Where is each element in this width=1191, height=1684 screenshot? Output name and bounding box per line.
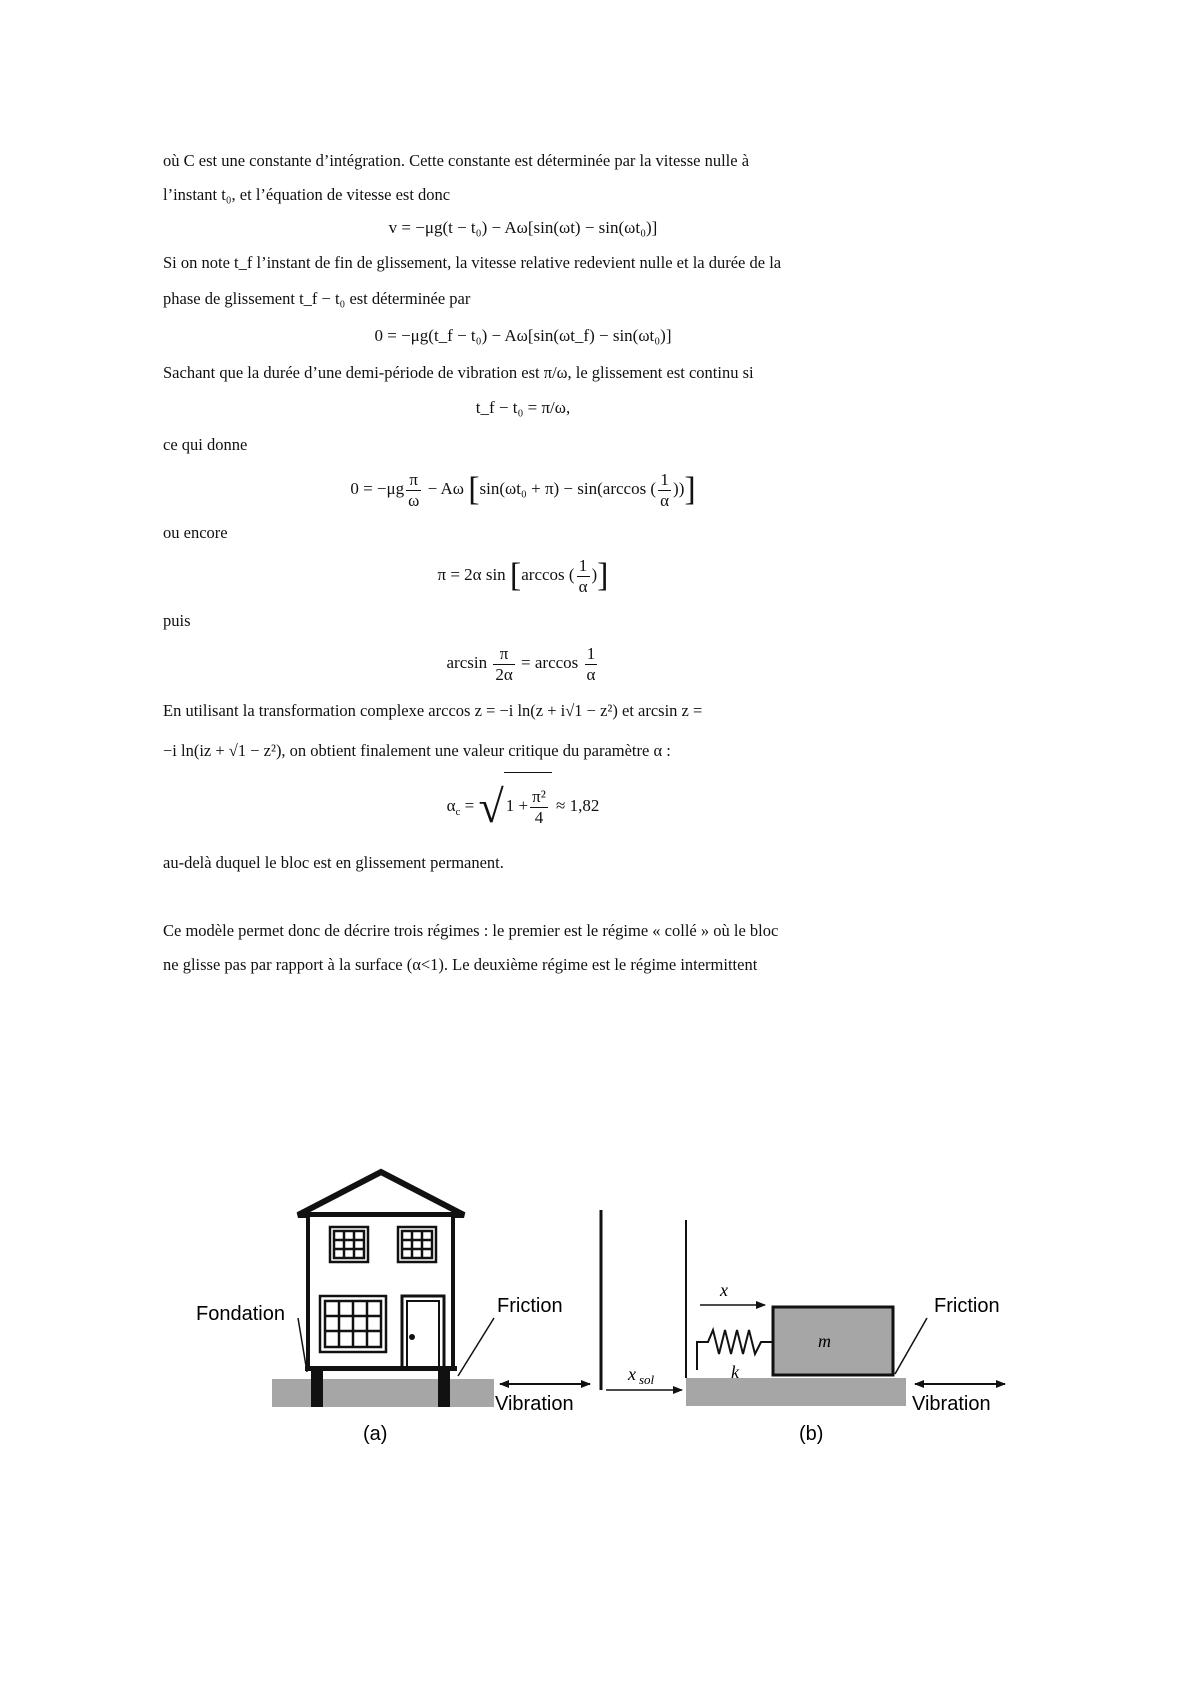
fraction-one-alpha: $\frac{1}{\alpha}$ [586,643,596,684]
fraction-pi-omega: $\frac{\pi}{\omega}$ [408,469,420,510]
paragraph-line: Si on note t_f l’instant de fin de glissement, la vitesse relative redevient nulle et la durée de la [163,253,782,272]
label-xsol-sub: sol [639,1372,655,1387]
equation-glide-duration: 0 = −μg(t_f − t₀) − Aω[sin(ωt_f) − sin(ωt₀)] [374,326,672,345]
label-friction-b: Friction [934,1295,1000,1317]
foundation-post-left [311,1369,323,1407]
mass-spring-drawing [606,1220,1005,1445]
paragraph-line: Sachant que la durée d’une demi-période de vibration est π/ω, le glissement est continu si [163,363,754,382]
label-m: m [818,1331,831,1351]
paragraph-line: l’instant t₀, et l’équation de vitesse est donc [163,185,451,204]
paragraph-line: Ce modèle permet donc de décrire trois régimes : le premier est le régime « collé » où le bloc [163,921,779,940]
mass-block [773,1307,893,1375]
label-vibration-b: Vibration [912,1393,991,1415]
fraction-one-alpha: $\frac{1}{\alpha}$ [578,555,588,596]
label-x: x [720,1280,728,1300]
fondation-pointer [298,1318,307,1372]
paragraph-line: au-delà duquel le bloc est en glissement permanent. [163,853,504,872]
foundation-post-right [438,1369,450,1407]
paragraph-line: −i ln(iz + √1 − z²), on obtient finalement une valeur critique du paramètre α : [163,741,671,760]
equation-continuity: t_f − t₀ = π/ω, [475,398,571,417]
caption-b: (b) [799,1423,824,1445]
label-fondation: Fondation [196,1303,285,1325]
paragraph-line: puis [163,611,191,630]
paragraph-line: ou encore [163,523,228,542]
friction-pointer-b [895,1318,927,1374]
ground-a [272,1379,494,1407]
paragraph-line: phase de glissement t_f − t₀ est déterminée par [163,289,471,308]
fraction-pi-2alpha: $\frac{\pi}{2\alpha}$ [495,643,513,684]
label-k: k [731,1362,739,1382]
paragraph-line: où C est une constante d’intégration. Cette constante est déterminée par la vitesse nulle à [163,151,750,170]
label-xsol: x [628,1364,636,1384]
friction-pointer-a [458,1318,494,1376]
equation-condition: 0 = −μg $\frac{\pi}{\omega}$ − Aω [sin(ωt₀ + π) − sin(arccos ( $\frac{1}{\alpha}$ ))] [350,469,696,510]
paragraph-line: ce qui donne [163,435,248,454]
house-drawing [196,1172,590,1445]
ground-b [686,1378,906,1406]
equation-critical-alpha: $\alpha_c$ = √ 1 + $\frac{\text{π²}}{4}$ ≈ 1,82 [163,772,883,838]
fraction-pi2-4: $\frac{\text{π²}}{4}$ [532,786,546,827]
caption-a: (a) [363,1423,388,1445]
equation-arcsin: arcsin $\frac{\pi}{2\alpha}$ = arccos $\frac{1}{\alpha}$ [446,643,596,684]
equation-velocity: v = −μg(t − t₀) − Aω[sin(ωt) − sin(ωt₀)] [388,218,658,237]
label-vibration-a: Vibration [495,1393,574,1415]
label-friction-a: Friction [497,1295,563,1317]
house-roof [298,1172,464,1215]
square-root: 1 + $\frac{\text{π²}}{4}$ [504,772,552,839]
house-floor [305,1366,457,1371]
equation-pi: π = 2α sin [arccos ( $\frac{1}{\alpha}$ )] [437,555,609,596]
paragraph-line: En utilisant la transformation complexe arccos z = −i ln(z + i√1 − z²) et arcsin z = [163,701,703,720]
fraction-one-alpha: $\frac{1}{\alpha}$ [660,469,670,510]
paragraph-line: ne glisse pas par rapport à la surface (α<1). Le deuxième régime est le régime intermittent [163,955,758,974]
